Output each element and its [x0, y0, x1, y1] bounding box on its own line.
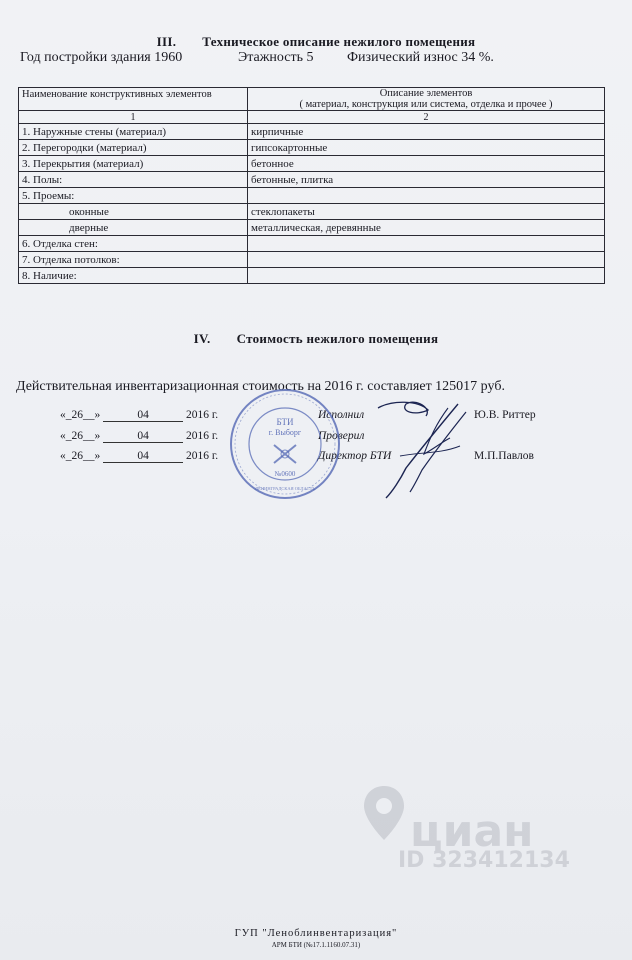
header-col1: Наименование конструктивных элементов — [19, 88, 248, 111]
row-value: металлическая, деревянные — [248, 220, 605, 236]
signer-role: Исполнил — [318, 409, 365, 421]
watermark-id: ID 323412134 — [398, 848, 570, 873]
row-label: 2. Перегородки (материал) — [19, 140, 248, 156]
footer-code: АРМ БТИ (№17.1.1160.07.31) — [271, 941, 361, 949]
date-year: 2016 г. — [186, 430, 219, 442]
row-value — [248, 252, 605, 268]
stamp-emblem — [274, 445, 296, 463]
table-row — [19, 188, 605, 204]
section-3-number: III. — [156, 34, 177, 49]
signer-name: М.П.Павлов — [474, 450, 534, 462]
col-number-1: 1 — [19, 111, 248, 124]
physical-wear: Физический износ 34 %. — [347, 50, 494, 65]
signature-line — [60, 450, 534, 463]
handwritten-signature — [370, 398, 480, 502]
table-row — [19, 220, 605, 236]
inventory-cost: Действительная инвентаризационная стоимость на 2016 г. составляет 125017 руб. — [16, 379, 505, 394]
table-row — [19, 252, 605, 268]
table-row — [19, 156, 605, 172]
row-value: бетонные, плитка — [248, 172, 605, 188]
floors: Этажность 5 — [238, 50, 314, 65]
row-value: кирпичные — [248, 124, 605, 140]
table-row — [19, 268, 605, 284]
table-row — [19, 204, 605, 220]
date-day: «_26__» — [60, 409, 101, 421]
row-value: гипсокартонные — [248, 140, 605, 156]
row-label: 7. Отделка потолков: — [19, 252, 248, 268]
footer-org: ГУП "Леноблинвентаризация" — [234, 928, 398, 939]
location-pin-icon — [358, 782, 410, 852]
table-number-row — [19, 111, 605, 124]
technical-description-table — [18, 87, 605, 284]
build-year: Год постройки здания 1960 — [20, 50, 183, 65]
stamp-ring-text: ЛЕНИНГРАДСКАЯ ОБЛАСТЬ — [255, 486, 315, 491]
table-row — [19, 172, 605, 188]
section-3-heading — [0, 34, 632, 50]
section-4-heading — [0, 331, 632, 347]
stamp-city-text: г. Выборг — [268, 428, 302, 437]
table-row — [19, 140, 605, 156]
date-month: 04 — [103, 450, 183, 463]
date-day: «_26__» — [60, 450, 101, 462]
stamp-center-text: БТИ — [276, 417, 294, 427]
row-value — [248, 236, 605, 252]
row-value: бетонное — [248, 156, 605, 172]
row-label: 3. Перекрытия (материал) — [19, 156, 248, 172]
row-value — [248, 188, 605, 204]
row-value — [248, 268, 605, 284]
official-stamp — [228, 387, 342, 501]
watermark-logo: циан — [410, 806, 534, 857]
section-3-title: Техническое описание нежилого помещения — [202, 34, 476, 49]
header-col2 — [248, 88, 605, 111]
date-month: 04 — [103, 430, 183, 443]
row-label: дверные — [19, 220, 248, 236]
date-year: 2016 г. — [186, 409, 219, 421]
row-value: стеклопакеты — [248, 204, 605, 220]
row-label: 6. Отделка стен: — [19, 236, 248, 252]
section-4-number: IV. — [193, 331, 211, 346]
date-month: 04 — [103, 409, 183, 422]
header-col2-line1: Описание элементов — [379, 88, 473, 99]
signer-name: Ю.В. Риттер — [474, 409, 536, 421]
date-day: «_26__» — [60, 430, 101, 442]
col-number-2: 2 — [248, 111, 605, 124]
date-year: 2016 г. — [186, 450, 219, 462]
table-row — [19, 124, 605, 140]
section-4-title: Стоимость нежилого помещения — [236, 331, 439, 346]
table-row — [19, 236, 605, 252]
row-label: оконные — [19, 204, 248, 220]
signer-role: Директор БТИ — [318, 450, 392, 462]
cian-watermark — [358, 782, 570, 873]
row-label: 5. Проемы: — [19, 188, 248, 204]
row-label: 8. Наличие: — [19, 268, 248, 284]
row-label: 4. Полы: — [19, 172, 248, 188]
stamp-code-text: №0600 — [274, 470, 296, 478]
table-header-row — [19, 88, 605, 111]
row-label: 1. Наружные стены (материал) — [19, 124, 248, 140]
header-col2-line2: ( материал, конструкция или система, отделка и прочее ) — [299, 99, 553, 110]
signer-role: Проверил — [318, 430, 365, 442]
